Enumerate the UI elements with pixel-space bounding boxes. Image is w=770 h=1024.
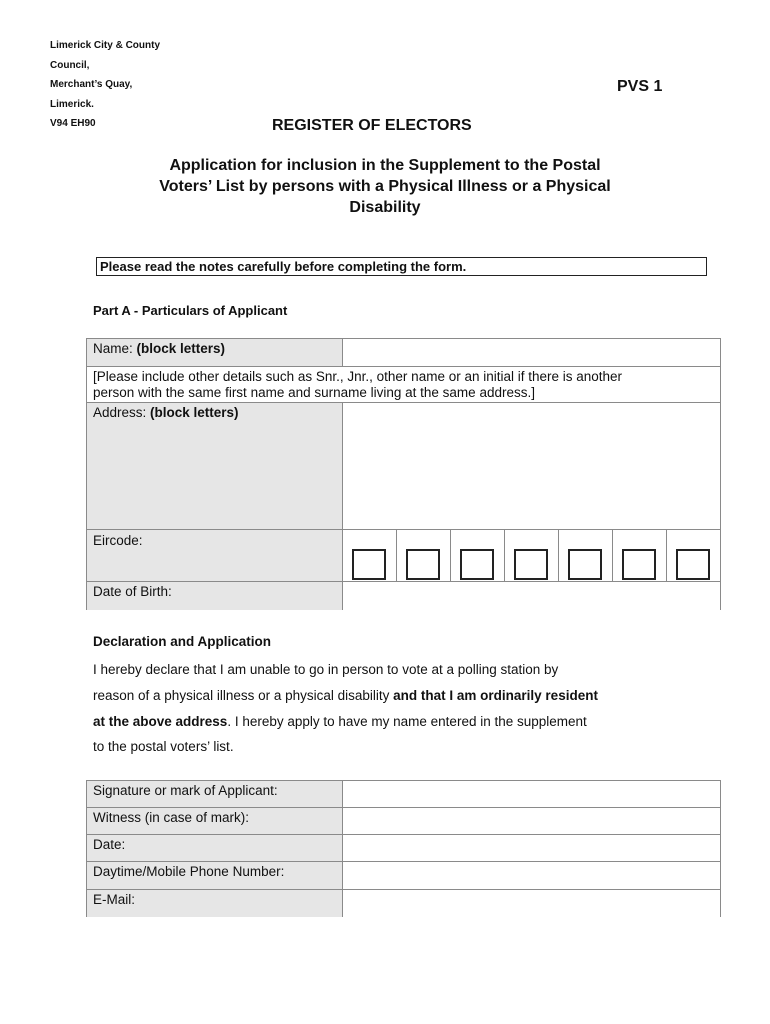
eircode-char-box[interactable]: [406, 549, 440, 580]
application-title-line-2: Voters’ List by persons with a Physical Illness or a Physical: [159, 178, 611, 195]
part-a-heading: Part A - Particulars of Applicant: [93, 303, 288, 318]
date-field[interactable]: [342, 835, 720, 862]
phone-field[interactable]: [342, 862, 720, 890]
address-line-1: Limerick City & County: [50, 40, 161, 51]
council-address: [50, 36, 160, 134]
address-line-5: V94 EH90: [50, 118, 96, 129]
register-title: REGISTER OF ELECTORS: [272, 117, 472, 134]
email-field[interactable]: [342, 890, 720, 917]
phone-label: Daytime/Mobile Phone Number:: [87, 862, 342, 890]
email-label: E-Mail:: [87, 890, 342, 917]
application-title-line-1: Application for inclusion in the Supplement to the Postal: [169, 157, 601, 174]
eircode-char-box[interactable]: [622, 549, 656, 580]
eircode-label: Eircode:: [87, 530, 342, 582]
signature-field[interactable]: [342, 781, 720, 808]
eircode-char-box[interactable]: [460, 549, 494, 580]
form-code: PVS 1: [617, 78, 663, 95]
address-line-2: Council,: [50, 59, 90, 71]
eircode-char-box[interactable]: [352, 549, 386, 580]
eircode-char-box[interactable]: [514, 549, 548, 580]
date-label: Date:: [87, 835, 342, 862]
declaration-text: I hereby declare that I am unable to go in person to vote at a polling station by reason of a physical illness or a physical disability and that I am ordinarily resident at the above address. I hereby apply to have my name entered in the supplement to the postal voters’ list.: [93, 662, 598, 755]
address-field[interactable]: [342, 403, 720, 530]
eircode-char-box[interactable]: [676, 549, 710, 580]
signature-table: [86, 780, 721, 917]
applicant-table: [86, 338, 721, 610]
notice-box: Please read the notes carefully before completing the form.: [96, 257, 707, 276]
address-line-3: Merchant’s Quay,: [50, 79, 133, 90]
dob-label: Date of Birth:: [87, 582, 342, 610]
signature-label: Signature or mark of Applicant:: [87, 781, 342, 808]
eircode-field: [342, 530, 720, 582]
application-title: [110, 155, 660, 218]
name-note: [Please include other details such as Snr., Jnr., other name or an initial if there is another person with the same first name and surname living at the same address.]: [87, 367, 720, 403]
declaration-heading: Declaration and Application: [93, 634, 272, 649]
dob-field[interactable]: [342, 582, 720, 610]
eircode-char-box[interactable]: [568, 549, 602, 580]
address-label: Address: (block letters): [87, 403, 342, 530]
witness-field[interactable]: [342, 808, 720, 835]
witness-label: Witness (in case of mark):: [87, 808, 342, 835]
name-label: Name: (block letters): [87, 339, 342, 367]
address-line-4: Limerick.: [50, 98, 94, 110]
name-field[interactable]: [342, 339, 720, 367]
application-title-line-3: Disability: [349, 199, 421, 216]
